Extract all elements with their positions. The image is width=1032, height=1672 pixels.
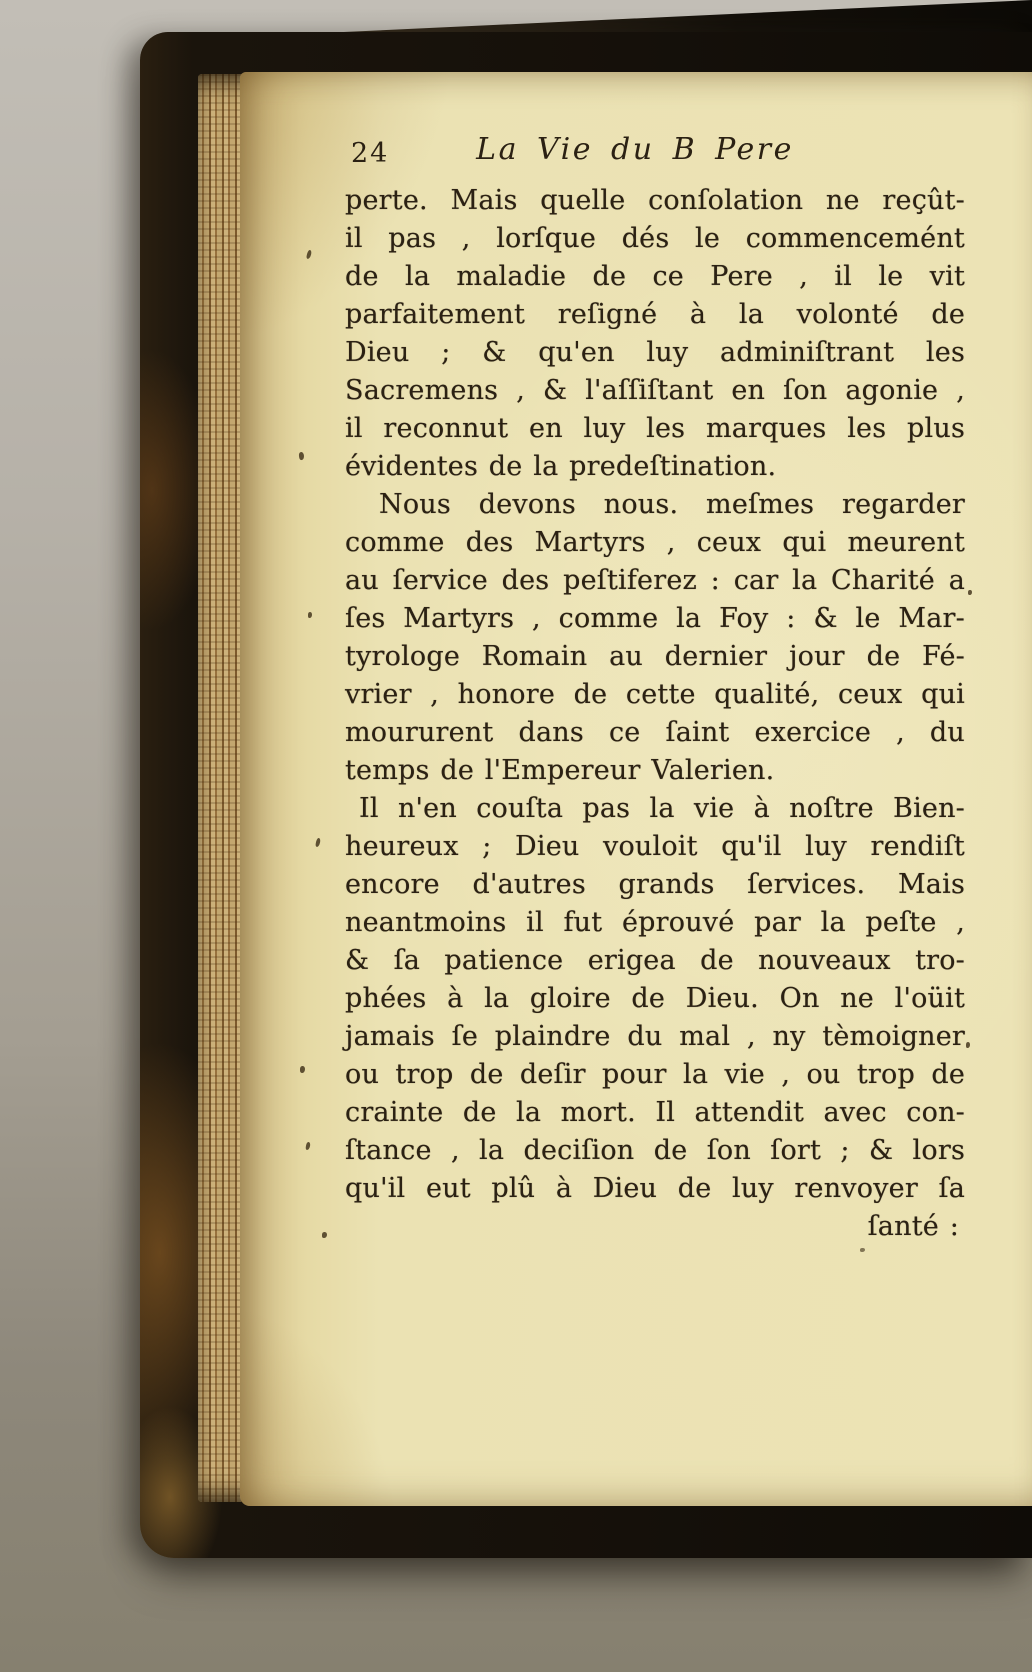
body-line: encore d'autres grands ſervices. Mais — [345, 869, 965, 900]
body-line: ou trop de deſir pour la vie , ou trop de — [345, 1059, 965, 1090]
body-line: moururent dans ce ſaint exercice , du — [345, 717, 965, 748]
body-line: au ſervice des peſtiferez : car la Charité a — [345, 565, 965, 596]
body-line: évidentes de la predeſtination. — [345, 451, 777, 482]
page-header — [345, 132, 965, 176]
body-line: jamais ſe plaindre du mal , ny tèmoigner — [345, 1021, 965, 1052]
book-top-edge-slant — [300, 0, 1032, 34]
body-line paragraph-start: Il n'en couſta pas la vie à noſtre Bien- — [359, 793, 965, 824]
book-cover — [140, 32, 1032, 1558]
body-line: heureux ; Dieu vouloit qu'il luy rendiſt — [345, 831, 965, 862]
body-line: comme des Martyrs , ceux qui meurent — [345, 527, 965, 558]
body-line: qu'il eut plû à Dieu de luy renvoyer ſa — [345, 1173, 965, 1204]
body-line: perte. Mais quelle conſolation ne reçût- — [345, 185, 965, 216]
body-line: de la maladie de ce Pere , il le vit — [345, 261, 965, 292]
body-line: temps de l'Empereur Valerien. — [345, 755, 775, 786]
page-number: 24 — [351, 138, 390, 169]
body-line: ſtance , la deciſion de ſon ſort ; & lors — [345, 1135, 965, 1166]
text-block — [345, 182, 965, 1246]
body-line: vrier , honore de cette qualité, ceux qui — [345, 679, 965, 710]
body-line: tyrologe Romain au dernier jour de Fé- — [345, 641, 965, 672]
body-line: crainte de la mort. Il attendit avec con- — [345, 1097, 965, 1128]
body-line: phées à la gloire de Dieu. On ne l'oüit — [345, 983, 965, 1014]
body-line paragraph-start: Nous devons nous. meſmes regarder — [379, 489, 965, 520]
body-line: Sacremens , & l'aſſiſtant en ſon agonie , — [345, 375, 965, 406]
catchword: ſanté : — [867, 1211, 959, 1242]
body-line: il reconnut en luy les marques les plus — [345, 413, 965, 444]
running-title: La Vie du B Pere — [476, 132, 794, 167]
body-line: ſes Martyrs , comme la Foy : & le Mar- — [345, 603, 965, 634]
book-page — [240, 72, 1032, 1506]
body-line: il pas , lorſque dés le commencemént — [345, 223, 965, 254]
body-line: parfaitement reſigné à la volonté de — [345, 299, 965, 330]
body-line: & ſa patience erigea de nouveaux tro- — [345, 945, 965, 976]
body-line: Dieu ; & qu'en luy adminiſtrant les — [345, 337, 965, 368]
body-line: neantmoins il fut éprouvé par la peſte , — [345, 907, 965, 938]
